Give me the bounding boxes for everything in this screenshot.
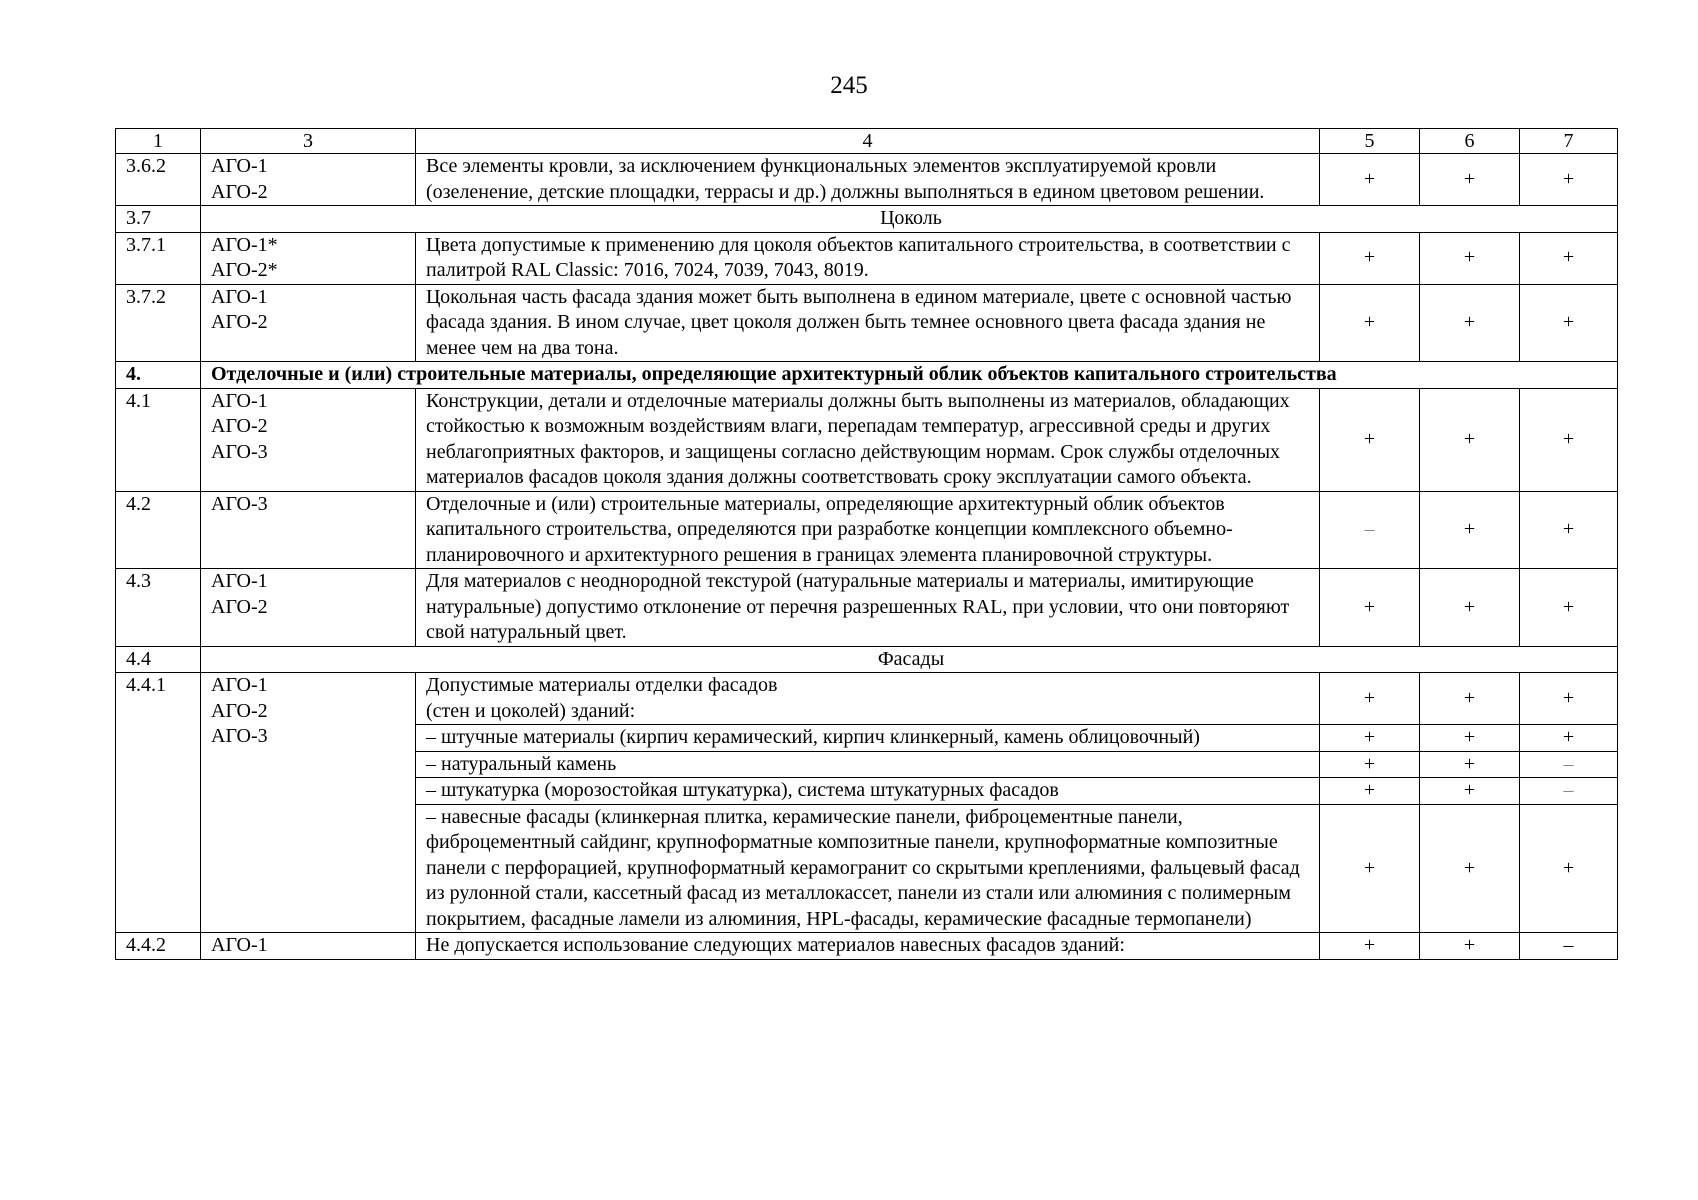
row-number: 4.4.1 [116, 673, 201, 933]
table-header-row [116, 129, 1618, 154]
row-text: – натуральный камень [416, 751, 1320, 778]
mark-col7: + [1520, 232, 1618, 284]
mark-col6: + [1420, 804, 1520, 933]
chapter-row [116, 362, 1618, 389]
row-codes: АГО-1 АГО-2 АГО-3 [201, 673, 416, 933]
row-number: 4.2 [116, 491, 201, 569]
mark-col5: + [1320, 284, 1420, 362]
row-number: 3.7.2 [116, 284, 201, 362]
section-title: Цоколь [201, 206, 1618, 233]
mark-col5: + [1320, 232, 1420, 284]
row-codes: АГО-1* АГО-2* [201, 232, 416, 284]
row-codes: АГО-1 АГО-2 [201, 284, 416, 362]
mark-col6: + [1420, 232, 1520, 284]
mark-col5: + [1320, 725, 1420, 752]
row-number: 4. [116, 362, 201, 389]
mark-col7: + [1520, 804, 1618, 933]
mark-col7: + [1520, 284, 1618, 362]
mark-col5: + [1320, 751, 1420, 778]
mark-col5: + [1320, 154, 1420, 206]
row-text: – навесные фасады (клинкерная плитка, керамические панели, фиброцементные панели, фиброцементный сайдинг, крупноформатные композитные панели, крупноформатные композитные панели с перфорацией, крупноформатный керамогранит со скрытыми креплениями, фальцевый фасад из рулонной стали, кассетный фасад из металлокассет, панели из стали или алюминия с полимерным покрытием, фасадные ламели из алюминия, HPL-фасады, керамические фасадные термопанели) [416, 804, 1320, 933]
section-row [116, 206, 1618, 233]
row-codes: АГО-1 АГО-2 [201, 154, 416, 206]
mark-col6: + [1420, 284, 1520, 362]
row-text: Все элементы кровли, за исключением функциональных элементов эксплуатируемой кровли (озеленение, детские площадки, террасы и др.) должны выполняться в едином цветовом решении. [416, 154, 1320, 206]
mark-col6: + [1420, 388, 1520, 491]
mark-col6: + [1420, 569, 1520, 647]
page-number: 245 [830, 72, 868, 99]
mark-col5: + [1320, 804, 1420, 933]
table-row [116, 232, 1618, 284]
table-row [116, 673, 1618, 725]
mark-col7: + [1520, 154, 1618, 206]
mark-col5: + [1320, 778, 1420, 805]
mark-col5: + [1320, 933, 1420, 960]
row-number: 4.1 [116, 388, 201, 491]
mark-col7: – [1520, 778, 1618, 805]
mark-col7: – [1520, 751, 1618, 778]
mark-col7: + [1520, 673, 1618, 725]
row-text: Не допускается использование следующих материалов навесных фасадов зданий: [416, 933, 1320, 960]
row-number: 4.4 [116, 646, 201, 673]
row-number: 4.3 [116, 569, 201, 647]
table-row [116, 569, 1618, 647]
requirements-table [115, 128, 1618, 960]
mark-col6: + [1420, 725, 1520, 752]
row-text: Отделочные и (или) строительные материалы, определяющие архитектурный облик объектов капитального строительства, определяются при разработке концепции комплексного объемно-планировочного и архитектурного решения в границах элемента планировочной структуры. [416, 491, 1320, 569]
mark-col6: + [1420, 673, 1520, 725]
row-text: – штучные материалы (кирпич керамический, кирпич клинкерный, камень облицовочный) [416, 725, 1320, 752]
table-row [116, 154, 1618, 206]
mark-col6: + [1420, 751, 1520, 778]
header-cell: 1 [116, 129, 201, 154]
mark-col5: + [1320, 569, 1420, 647]
table-row [116, 284, 1618, 362]
row-number: 4.4.2 [116, 933, 201, 960]
row-text: Цокольная часть фасада здания может быть выполнена в едином материале, цвете с основной частью фасада здания. В ином случае, цвет цоколя должен быть темнее основного цвета фасада здания не менее чем на два тона. [416, 284, 1320, 362]
row-codes: АГО-1 АГО-2 АГО-3 [201, 388, 416, 491]
table-row [116, 933, 1618, 960]
header-cell: 5 [1320, 129, 1420, 154]
header-cell: 3 [201, 129, 416, 154]
table-row [116, 491, 1618, 569]
mark-col6: + [1420, 933, 1520, 960]
row-number: 3.6.2 [116, 154, 201, 206]
row-text: – штукатурка (морозостойкая штукатурка), система штукатурных фасадов [416, 778, 1320, 805]
mark-col6: + [1420, 778, 1520, 805]
row-text: Допустимые материалы отделки фасадов (стен и цоколей) зданий: [416, 673, 1320, 725]
row-codes: АГО-1 [201, 933, 416, 960]
mark-col5: + [1320, 673, 1420, 725]
mark-col6: + [1420, 491, 1520, 569]
header-cell: 4 [416, 129, 1320, 154]
section-row [116, 646, 1618, 673]
header-cell: 6 [1420, 129, 1520, 154]
mark-col7: – [1520, 933, 1618, 960]
row-text: Для материалов с неоднородной текстурой (натуральные материалы и материалы, имитирующие натуральные) допустимо отклонение от перечня разрешенных RAL, при условии, что они повторяют свой натуральный цвет. [416, 569, 1320, 647]
mark-col7: + [1520, 725, 1618, 752]
mark-col5: – [1320, 491, 1420, 569]
mark-col7: + [1520, 569, 1618, 647]
chapter-title: Отделочные и (или) строительные материалы, определяющие архитектурный облик объектов капитального строительства [201, 362, 1618, 389]
row-number: 3.7.1 [116, 232, 201, 284]
row-number: 3.7 [116, 206, 201, 233]
header-cell: 7 [1520, 129, 1618, 154]
mark-col7: + [1520, 491, 1618, 569]
mark-col6: + [1420, 154, 1520, 206]
row-codes: АГО-3 [201, 491, 416, 569]
table-row [116, 388, 1618, 491]
row-text: Цвета допустимые к применению для цоколя объектов капитального строительства, в соответствии с палитрой RAL Classic: 7016, 7024, 7039, 7043, 8019. [416, 232, 1320, 284]
mark-col5: + [1320, 388, 1420, 491]
row-codes: АГО-1 АГО-2 [201, 569, 416, 647]
mark-col7: + [1520, 388, 1618, 491]
section-title: Фасады [201, 646, 1618, 673]
row-text: Конструкции, детали и отделочные материалы должны быть выполнены из материалов, обладающих стойкостью к возможным воздействиям влаги, перепадам температур, агрессивной среды и других неблагоприятных факторов, и защищены согласно действующим нормам. Срок службы отделочных материалов фасадов цоколя здания должны соответствовать сроку эксплуатации самого объекта. [416, 388, 1320, 491]
